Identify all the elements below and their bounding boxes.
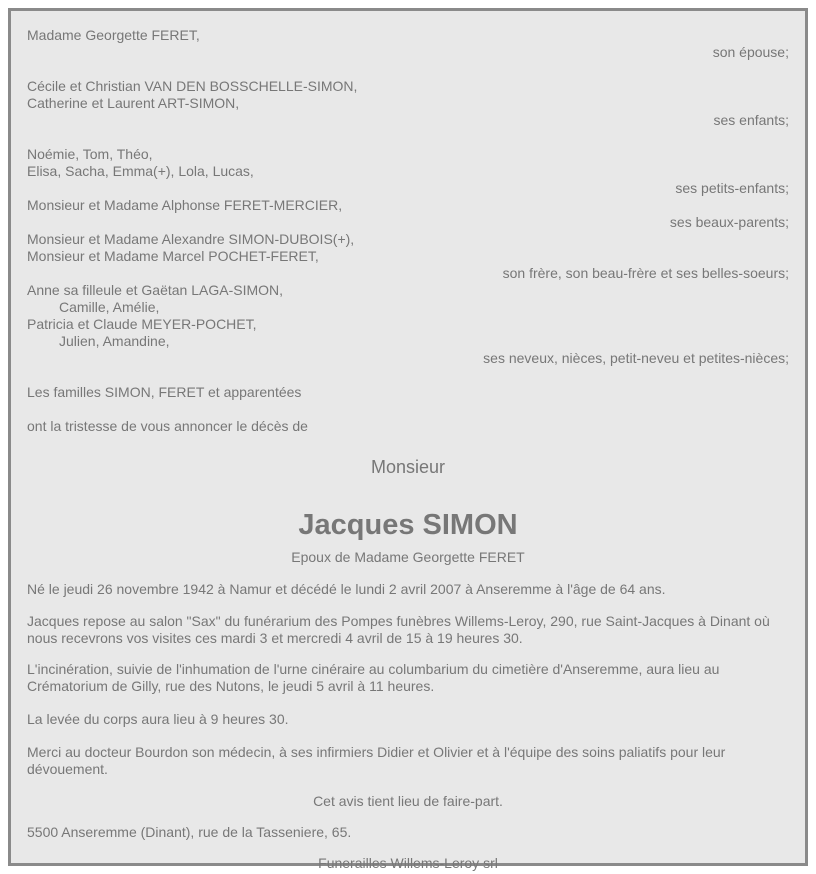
spouse-name: Madame Georgette FERET, [27, 27, 200, 43]
grandchildren-line-2: Elisa, Sacha, Emma(+), Lola, Lucas, [27, 163, 254, 179]
sibling-line-1: Monsieur et Madame Alexandre SIMON-DUBOIS(+), [27, 231, 355, 247]
child-line-1: Cécile et Christian VAN DEN BOSSCHELLE-SIMON, [27, 78, 358, 94]
obituary-frame [8, 8, 808, 871]
birth-death-paragraph: Né le jeudi 26 novembre 1942 à Namur et décédé le lundi 2 avril 2007 à Anseremme à l'âge de 64 ans. [27, 581, 666, 597]
sibling-line-2: Monsieur et Madame Marcel POCHET-FERET, [27, 248, 319, 264]
thanks-paragraph: Merci au docteur Bourdon son médecin, à ses infirmiers Didier et Olivier et à l'équipe des soins paliatifs pour leur dévouement. [27, 744, 726, 777]
cremation-paragraph: L'incinération, suivie de l'inhumation de l'urne cinéraire au columbarium du cimetière d'Anseremme, aura lieu au Crématorium de Gilly, rue des Nutons, le jeudi 5 avril à 11 heures. [27, 661, 720, 694]
funeral-home-line: Funerailles Willems-Leroy srl [318, 855, 498, 871]
nephew-line-1: Anne sa filleule et Gaëtan LAGA-SIMON, [27, 282, 284, 298]
deceased-honorific: Monsieur [370, 457, 446, 477]
parents-in-law-role: ses beaux-parents; [669, 214, 789, 230]
grandchildren-role: ses petits-enfants; [675, 180, 789, 196]
address-line: 5500 Anseremme (Dinant), rue de la Tasseniere, 65. [27, 824, 352, 840]
nephew-line-4: Julien, Amandine, [59, 333, 170, 349]
grandchildren-line-1: Noémie, Tom, Théo, [27, 146, 153, 162]
notice-line: Cet avis tient lieu de faire-part. [313, 793, 503, 809]
obituary-content [27, 27, 789, 872]
visitation-paragraph: Jacques repose au salon "Sax" du funérarium des Pompes funèbres Willems-Leroy, 290, rue Saint-Jacques à Dinant où nous recevrons vos visites ces mardi 3 et mercredi 4 avril de 15 à 19 heures 30. [27, 613, 770, 646]
families-line: Les familles SIMON, FERET et apparentées [27, 384, 302, 400]
spouse-role: son épouse; [712, 44, 789, 60]
levee-paragraph: La levée du corps aura lieu à 9 heures 30. [27, 711, 289, 727]
children-role: ses enfants; [713, 112, 789, 128]
child-line-2: Catherine et Laurent ART-SIMON, [27, 95, 240, 111]
nephew-line-3: Patricia et Claude MEYER-POCHET, [27, 316, 257, 332]
siblings-role: son frère, son beau-frère et ses belles-soeurs; [502, 265, 789, 281]
deceased-name: Jacques SIMON [298, 509, 518, 541]
announcement-line: ont la tristesse de vous annoncer le décès de [27, 418, 308, 434]
nephews-role: ses neveux, nièces, petit-neveu et petites-nièces; [483, 350, 789, 366]
deceased-spouse-line: Epoux de Madame Georgette FERET [291, 549, 525, 565]
parents-in-law: Monsieur et Madame Alphonse FERET-MERCIER, [27, 197, 343, 213]
nephew-line-2: Camille, Amélie, [59, 299, 160, 315]
